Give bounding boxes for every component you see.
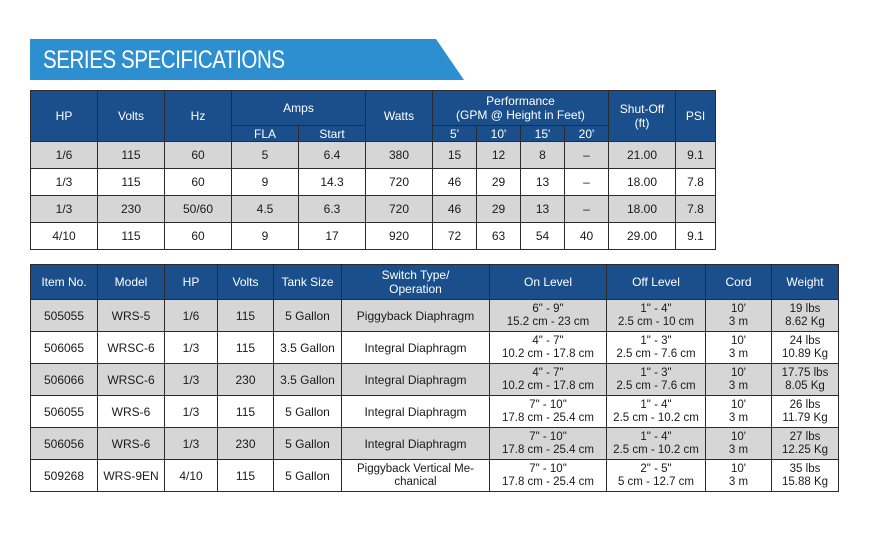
cell-cord-line2: 3 m bbox=[728, 475, 749, 488]
cell-cord-line1: 10' bbox=[731, 398, 746, 411]
cell-tank-size: 5 Gallon bbox=[274, 396, 342, 428]
cell-model: WRS-5 bbox=[98, 300, 165, 332]
header-amps: Amps bbox=[232, 91, 366, 126]
header-on-level: On Level bbox=[490, 265, 607, 300]
cell-start: 14.3 bbox=[299, 169, 366, 196]
cell-weight bbox=[772, 396, 839, 428]
cell-fla: 9 bbox=[232, 223, 299, 250]
header-cord: Cord bbox=[706, 265, 772, 300]
cell-start: 17 bbox=[299, 223, 366, 250]
cell-cord-line1: 10' bbox=[731, 430, 746, 443]
cell-off-level-line2: 2.5 cm - 7.6 cm bbox=[616, 347, 696, 360]
cell-model: WRSC-6 bbox=[98, 332, 165, 364]
cell-on-level bbox=[490, 396, 607, 428]
header-hz: Hz bbox=[165, 91, 232, 142]
cell-item-no: 505055 bbox=[31, 300, 98, 332]
cell-volts: 115 bbox=[98, 223, 165, 250]
cell-cord-line1: 10' bbox=[731, 334, 746, 347]
header-height-5: 5' bbox=[433, 126, 477, 142]
header-item-no: Item No. bbox=[31, 265, 98, 300]
table-row bbox=[31, 364, 839, 396]
cell-watts: 920 bbox=[366, 223, 433, 250]
cell-hp: 1/3 bbox=[31, 196, 98, 223]
cell-off-level-line1: 2" - 5" bbox=[640, 462, 672, 475]
cell-volts: 230 bbox=[218, 428, 274, 460]
cell-weight-line1: 17.75 lbs bbox=[781, 366, 829, 379]
cell-cord bbox=[706, 332, 772, 364]
header-shutoff bbox=[609, 91, 676, 142]
cell-gpm-10: 12 bbox=[477, 142, 521, 169]
cell-cord bbox=[706, 460, 772, 492]
header-switch-line2: Operation bbox=[389, 282, 442, 296]
cell-gpm-20: 40 bbox=[565, 223, 609, 250]
cell-psi: 7.8 bbox=[676, 196, 716, 223]
cell-weight-line2: 12.25 Kg bbox=[781, 443, 829, 456]
header-height-20: 20' bbox=[565, 126, 609, 142]
cell-off-level-line2: 2.5 cm - 10.2 cm bbox=[613, 411, 699, 424]
cell-model: WRS-9EN bbox=[98, 460, 165, 492]
cell-cord-line2: 3 m bbox=[728, 347, 749, 360]
cell-cord bbox=[706, 300, 772, 332]
cell-volts: 115 bbox=[98, 169, 165, 196]
cell-hp: 1/6 bbox=[31, 142, 98, 169]
cell-on-level-line2: 10.2 cm - 17.8 cm bbox=[501, 347, 595, 360]
cell-hp: 1/3 bbox=[165, 332, 218, 364]
cell-off-level bbox=[607, 428, 706, 460]
cell-model: WRS-6 bbox=[98, 396, 165, 428]
header-switch-line1: Switch Type/ bbox=[381, 268, 450, 282]
cell-volts: 115 bbox=[218, 396, 274, 428]
cell-off-level-line1: 1" - 4" bbox=[640, 398, 672, 411]
header-model: Model bbox=[98, 265, 165, 300]
cell-weight-line1: 35 lbs bbox=[789, 462, 821, 475]
cell-switch-type bbox=[342, 460, 490, 492]
cell-on-level-line2: 10.2 cm - 17.8 cm bbox=[501, 379, 595, 392]
cell-gpm-10: 63 bbox=[477, 223, 521, 250]
cell-tank-size: 5 Gallon bbox=[274, 300, 342, 332]
cell-weight-line2: 11.79 Kg bbox=[782, 411, 828, 424]
header-psi: PSI bbox=[676, 91, 716, 142]
cell-off-level-line1: 1" - 3" bbox=[640, 366, 672, 379]
header-hp: HP bbox=[165, 265, 218, 300]
cell-on-level bbox=[490, 332, 607, 364]
cell-volts: 115 bbox=[98, 142, 165, 169]
cell-off-level bbox=[607, 396, 706, 428]
cell-switch-type: Integral Diaphragm bbox=[342, 364, 490, 396]
cell-on-level-line2: 17.8 cm - 25.4 cm bbox=[501, 443, 595, 456]
cell-hp: 1/3 bbox=[165, 428, 218, 460]
cell-on-level-line1: 4" - 7" bbox=[532, 366, 564, 379]
cell-volts: 115 bbox=[218, 300, 274, 332]
cell-weight-line2: 8.05 Kg bbox=[785, 379, 825, 392]
cell-cord bbox=[706, 428, 772, 460]
cell-weight bbox=[772, 300, 839, 332]
header-volts: Volts bbox=[218, 265, 274, 300]
cell-hp: 1/6 bbox=[165, 300, 218, 332]
cell-gpm-15: 13 bbox=[521, 196, 565, 223]
header-switch-type bbox=[342, 265, 490, 300]
cell-off-level-line1: 1" - 4" bbox=[640, 302, 672, 315]
cell-item-no: 506065 bbox=[31, 332, 98, 364]
cell-gpm-15: 13 bbox=[521, 169, 565, 196]
cell-hz: 60 bbox=[165, 142, 232, 169]
cell-weight-line1: 27 lbs bbox=[789, 430, 821, 443]
cell-tank-size: 5 Gallon bbox=[274, 428, 342, 460]
cell-switch-type: Integral Diaphragm bbox=[342, 332, 490, 364]
cell-weight-line2: 10.89 Kg bbox=[781, 347, 829, 360]
cell-cord-line2: 3 m bbox=[728, 411, 749, 424]
cell-gpm-5: 15 bbox=[433, 142, 477, 169]
cell-off-level-line2: 2.5 cm - 10.2 cm bbox=[613, 443, 699, 456]
cell-cord-line2: 3 m bbox=[728, 379, 749, 392]
cell-off-level bbox=[607, 364, 706, 396]
cell-psi: 7.8 bbox=[676, 169, 716, 196]
header-watts: Watts bbox=[366, 91, 433, 142]
cell-cord-line1: 10' bbox=[731, 302, 746, 315]
header-performance-line2: (GPM @ Height in Feet) bbox=[456, 108, 585, 122]
table-row bbox=[31, 169, 716, 196]
table-row bbox=[31, 223, 716, 250]
header-performance-line1: Performance bbox=[486, 94, 555, 108]
cell-weight-line1: 24 lbs bbox=[789, 334, 821, 347]
cell-item-no: 506056 bbox=[31, 428, 98, 460]
header-height-15: 15' bbox=[521, 126, 565, 142]
table-row bbox=[31, 196, 716, 223]
cell-psi: 9.1 bbox=[676, 142, 716, 169]
cell-on-level bbox=[490, 460, 607, 492]
table-row bbox=[31, 332, 839, 364]
cell-weight bbox=[772, 364, 839, 396]
cell-on-level bbox=[490, 428, 607, 460]
cell-cord-line2: 3 m bbox=[728, 443, 749, 456]
cell-gpm-5: 72 bbox=[433, 223, 477, 250]
table-row bbox=[31, 460, 839, 492]
cell-on-level-line1: 4" - 7" bbox=[532, 334, 564, 347]
cell-watts: 720 bbox=[366, 169, 433, 196]
cell-cord bbox=[706, 396, 772, 428]
cell-hp: 4/10 bbox=[165, 460, 218, 492]
cell-shutoff: 18.00 bbox=[609, 169, 676, 196]
cell-tank-size: 5 Gallon bbox=[274, 460, 342, 492]
cell-weight-line1: 26 lbs bbox=[789, 398, 821, 411]
cell-on-level-line2: 17.8 cm - 25.4 cm bbox=[501, 475, 595, 488]
cell-gpm-15: 54 bbox=[521, 223, 565, 250]
cell-weight bbox=[772, 332, 839, 364]
cell-hp: 4/10 bbox=[31, 223, 98, 250]
cell-watts: 380 bbox=[366, 142, 433, 169]
header-weight: Weight bbox=[772, 265, 839, 300]
cell-model: WRSC-6 bbox=[98, 364, 165, 396]
model-table bbox=[30, 264, 839, 492]
cell-fla: 4.5 bbox=[232, 196, 299, 223]
cell-gpm-20: – bbox=[565, 196, 609, 223]
cell-gpm-20: – bbox=[565, 169, 609, 196]
cell-gpm-10: 29 bbox=[477, 169, 521, 196]
cell-off-level-line2: 5 cm - 12.7 cm bbox=[617, 475, 695, 488]
cell-volts: 230 bbox=[218, 364, 274, 396]
table-row bbox=[31, 428, 839, 460]
cell-off-level-line1: 1" - 4" bbox=[640, 430, 672, 443]
cell-hz: 60 bbox=[165, 169, 232, 196]
cell-volts: 115 bbox=[218, 332, 274, 364]
cell-on-level-line1: 7" - 10" bbox=[529, 430, 567, 443]
cell-model: WRS-6 bbox=[98, 428, 165, 460]
cell-item-no: 506066 bbox=[31, 364, 98, 396]
cell-weight-line2: 15.88 Kg bbox=[781, 475, 829, 488]
cell-switch-type-line2: chanical bbox=[394, 475, 437, 488]
cell-off-level-line1: 1" - 3" bbox=[640, 334, 672, 347]
header-height-10: 10' bbox=[477, 126, 521, 142]
cell-off-level bbox=[607, 332, 706, 364]
cell-weight-line2: 8.62 Kg bbox=[785, 315, 825, 328]
cell-psi: 9.1 bbox=[676, 223, 716, 250]
cell-on-level-line2: 15.2 cm - 23 cm bbox=[506, 315, 590, 328]
cell-watts: 720 bbox=[366, 196, 433, 223]
cell-weight bbox=[772, 428, 839, 460]
cell-hz: 50/60 bbox=[165, 196, 232, 223]
cell-item-no: 509268 bbox=[31, 460, 98, 492]
header-volts: Volts bbox=[98, 91, 165, 142]
cell-switch-type-line1: Piggyback Vertical Me- bbox=[357, 462, 474, 475]
cell-off-level-line2: 2.5 cm - 10 cm bbox=[617, 315, 695, 328]
cell-switch-type: Piggyback Diaphragm bbox=[342, 300, 490, 332]
cell-on-level-line1: 6" - 9" bbox=[532, 302, 564, 315]
cell-on-level-line2: 17.8 cm - 25.4 cm bbox=[501, 411, 595, 424]
header-hp: HP bbox=[31, 91, 98, 142]
cell-cord bbox=[706, 364, 772, 396]
header-off-level: Off Level bbox=[607, 265, 706, 300]
cell-switch-type: Integral Diaphragm bbox=[342, 428, 490, 460]
cell-hp: 1/3 bbox=[165, 364, 218, 396]
cell-cord-line2: 3 m bbox=[728, 315, 749, 328]
cell-gpm-5: 46 bbox=[433, 196, 477, 223]
cell-hp: 1/3 bbox=[165, 396, 218, 428]
section-title: SERIES SPECIFICATIONS bbox=[43, 46, 285, 74]
header-performance bbox=[433, 91, 609, 126]
performance-table bbox=[30, 90, 716, 250]
header-shutoff-line1: Shut-Off bbox=[619, 102, 665, 116]
header-fla: FLA bbox=[232, 126, 299, 142]
table-row bbox=[31, 300, 839, 332]
section-banner bbox=[30, 39, 464, 80]
cell-fla: 9 bbox=[232, 169, 299, 196]
cell-gpm-5: 46 bbox=[433, 169, 477, 196]
cell-hz: 60 bbox=[165, 223, 232, 250]
cell-off-level bbox=[607, 300, 706, 332]
table-row bbox=[31, 142, 716, 169]
cell-weight-line1: 19 lbs bbox=[789, 302, 821, 315]
cell-volts: 230 bbox=[98, 196, 165, 223]
cell-tank-size: 3.5 Gallon bbox=[274, 332, 342, 364]
cell-shutoff: 18.00 bbox=[609, 196, 676, 223]
cell-off-level bbox=[607, 460, 706, 492]
cell-switch-type: Integral Diaphragm bbox=[342, 396, 490, 428]
cell-weight bbox=[772, 460, 839, 492]
cell-start: 6.3 bbox=[299, 196, 366, 223]
cell-start: 6.4 bbox=[299, 142, 366, 169]
header-tank-size: Tank Size bbox=[274, 265, 342, 300]
cell-on-level bbox=[490, 300, 607, 332]
cell-cord-line1: 10' bbox=[731, 462, 746, 475]
header-shutoff-line2: (ft) bbox=[634, 116, 650, 130]
cell-on-level-line1: 7" - 10" bbox=[529, 462, 567, 475]
cell-hp: 1/3 bbox=[31, 169, 98, 196]
cell-gpm-20: – bbox=[565, 142, 609, 169]
cell-shutoff: 29.00 bbox=[609, 223, 676, 250]
cell-tank-size: 3.5 Gallon bbox=[274, 364, 342, 396]
cell-volts: 115 bbox=[218, 460, 274, 492]
cell-item-no: 506055 bbox=[31, 396, 98, 428]
cell-on-level-line1: 7" - 10" bbox=[529, 398, 567, 411]
cell-shutoff: 21.00 bbox=[609, 142, 676, 169]
cell-gpm-10: 29 bbox=[477, 196, 521, 223]
cell-on-level bbox=[490, 364, 607, 396]
cell-off-level-line2: 2.5 cm - 7.6 cm bbox=[616, 379, 696, 392]
cell-gpm-15: 8 bbox=[521, 142, 565, 169]
header-start: Start bbox=[299, 126, 366, 142]
table-row bbox=[31, 396, 839, 428]
cell-fla: 5 bbox=[232, 142, 299, 169]
cell-cord-line1: 10' bbox=[731, 366, 746, 379]
